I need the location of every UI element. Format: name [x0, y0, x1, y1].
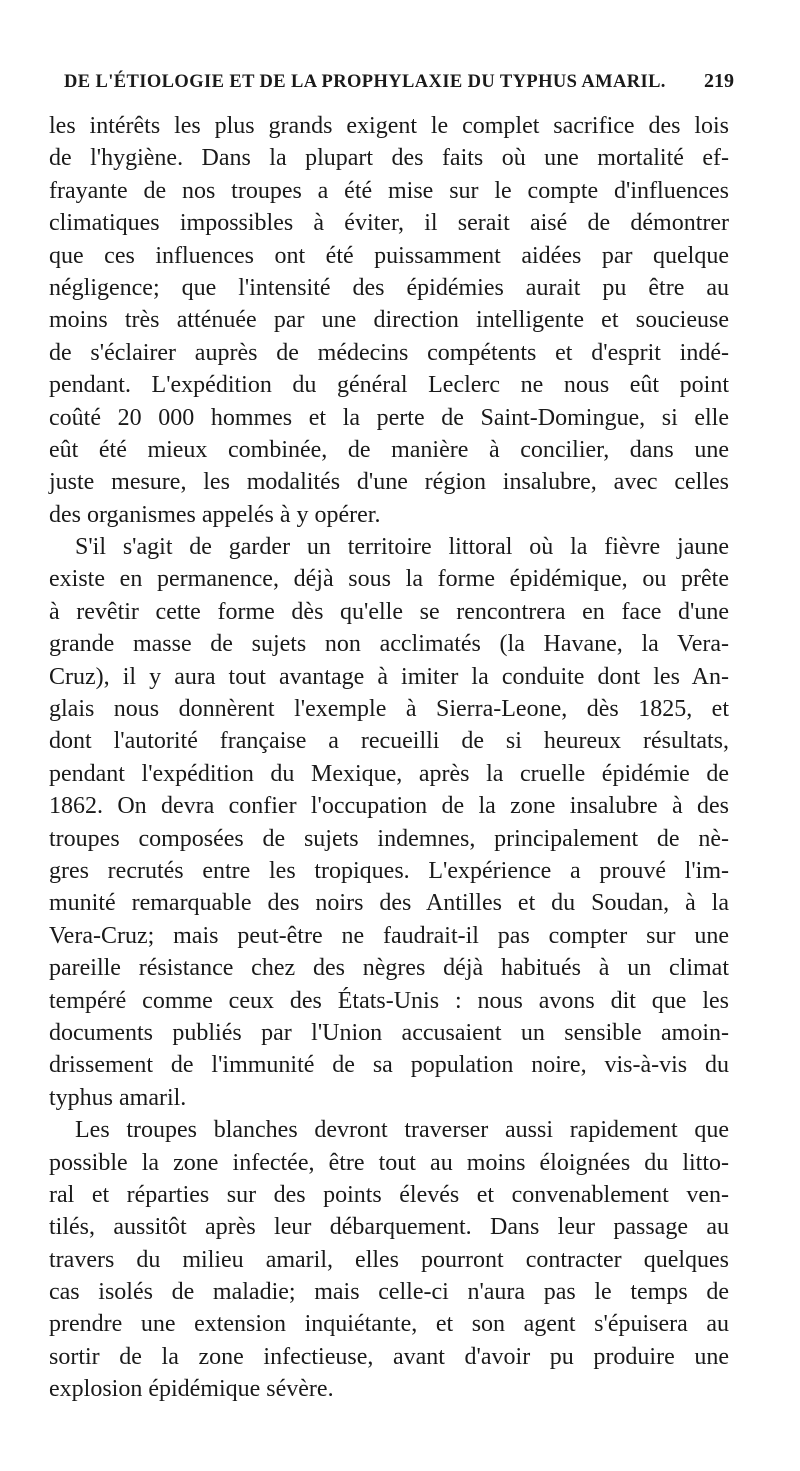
- text-line: cas isolés de maladie; mais celle-ci n'aura pas le temps de: [49, 1279, 729, 1306]
- text-line: sortir de la zone infectieuse, avant d'avoir pu produire une: [49, 1343, 729, 1370]
- text-line: des organismes appelés à y opérer.: [49, 501, 381, 528]
- text-line: Les troupes blanches devront traverser aussi rapidement que: [75, 1117, 729, 1144]
- text-line: prendre une extension inquiétante, et son agent s'épuisera au: [49, 1311, 729, 1338]
- text-line: climatiques impossibles à éviter, il serait aisé de démontrer: [49, 210, 729, 237]
- text-line: moins très atténuée par une direction intelligente et soucieuse: [49, 307, 729, 334]
- text-line: pendant l'expédition du Mexique, après la cruelle épidémie de: [49, 760, 729, 787]
- text-line: pendant. L'expédition du général Leclerc ne nous eût point: [49, 372, 729, 399]
- text-line: S'il s'agit de garder un territoire littoral où la fièvre jaune: [75, 534, 729, 561]
- text-line: drissement de l'immunité de sa population noire, vis-à-vis du: [49, 1052, 729, 1079]
- text-line: tempéré comme ceux des États-Unis : nous avons dit que les: [49, 987, 729, 1014]
- running-head: [64, 70, 734, 104]
- running-title: DE L'ÉTIOLOGIE ET DE LA PROPHYLAXIE DU TYPHUS AMARIL.: [64, 72, 666, 92]
- text-line: grande masse de sujets non acclimatés (la Havane, la Vera-: [49, 631, 729, 658]
- text-line: coûté 20 000 hommes et la perte de Saint-Domingue, si elle: [49, 404, 729, 431]
- text-line: juste mesure, les modalités d'une région insalubre, avec celles: [49, 469, 729, 496]
- paragraph: [49, 1114, 729, 1406]
- text-line: Vera-Cruz; mais peut-être ne faudrait-il pas compter sur une: [49, 922, 729, 949]
- text-line: typhus amaril.: [49, 1084, 187, 1111]
- text-line: 1862. On devra confier l'occupation de la zone insalubre à des: [49, 793, 729, 820]
- text-line: dont l'autorité française a recueilli de si heureux résultats,: [49, 728, 729, 755]
- text-line: à revêtir cette forme dès qu'elle se rencontrera en face d'une: [49, 598, 729, 625]
- text-line: glais nous donnèrent l'exemple à Sierra-Leone, dès 1825, et: [49, 696, 729, 723]
- text-line: travers du milieu amaril, elles pourront contracter quelques: [49, 1246, 729, 1273]
- text-line: pareille résistance chez des nègres déjà habitués à un climat: [49, 955, 729, 982]
- body-text: [49, 110, 729, 1406]
- text-line: documents publiés par l'Union accusaient un sensible amoin-: [49, 1019, 729, 1046]
- text-line: Cruz), il y aura tout avantage à imiter la conduite dont les An-: [49, 663, 729, 690]
- text-line: ral et réparties sur des points élevés et convenablement ven-: [49, 1181, 729, 1208]
- text-line: les intérêts les plus grands exigent le complet sacrifice des lois: [49, 113, 729, 139]
- text-line: gres recrutés entre les tropiques. L'expérience a prouvé l'im-: [49, 857, 729, 884]
- page-number: 219: [704, 70, 734, 92]
- text-line: munité remarquable des noirs des Antilles et du Soudan, à la: [49, 890, 729, 917]
- text-line: de l'hygiène. Dans la plupart des faits où une mortalité ef-: [49, 145, 729, 172]
- text-line: que ces influences ont été puissamment aidées par quelque: [49, 242, 729, 269]
- text-line: frayante de nos troupes a été mise sur le compte d'influences: [49, 177, 729, 204]
- text-line: tilés, aussitôt après leur débarquement. Dans leur passage au: [49, 1214, 729, 1241]
- text-line: négligence; que l'intensité des épidémies aurait pu être au: [49, 274, 729, 301]
- text-line: troupes composées de sujets indemnes, principalement de nè-: [49, 825, 729, 852]
- paragraph: [49, 110, 729, 531]
- paragraph: [49, 531, 729, 1114]
- text-line: eût été mieux combinée, de manière à concilier, dans une: [49, 436, 729, 463]
- text-line: explosion épidémique sévère.: [49, 1376, 334, 1403]
- text-line: de s'éclairer auprès de médecins compétents et d'esprit indé-: [49, 339, 729, 366]
- text-line: possible la zone infectée, être tout au moins éloignées du litto-: [49, 1149, 729, 1176]
- text-line: existe en permanence, déjà sous la forme épidémique, ou prête: [49, 566, 729, 593]
